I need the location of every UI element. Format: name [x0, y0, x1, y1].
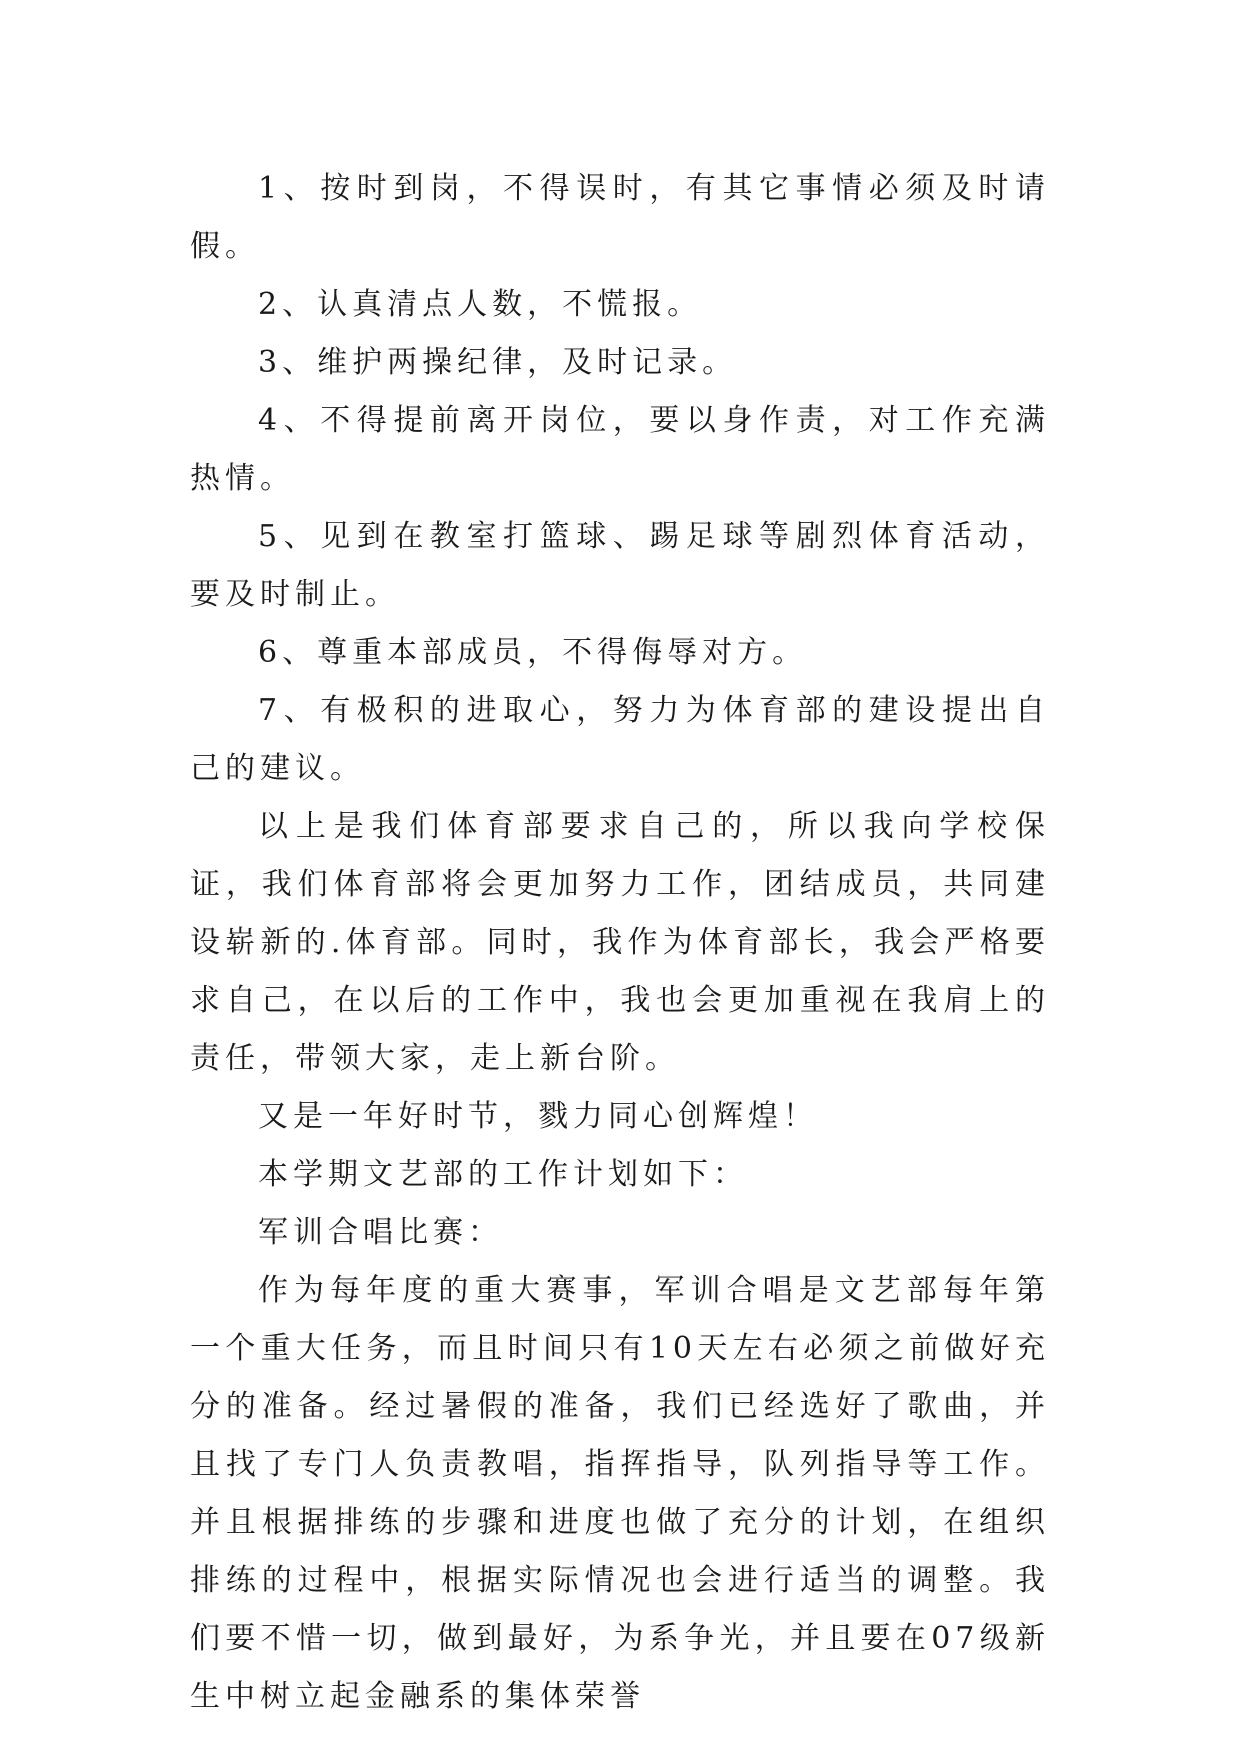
- paragraph-summary: 以上是我们体育部要求自己的，所以我向学校保证，我们体育部将会更加努力工作，团结成员，共同建设崭新的.体育部。同时，我作为体育部长，我会严格要求自己，在以后的工作中，我也会更加重视在我肩上的责任，带领大家，走上新台阶。: [190, 809, 1050, 1076]
- paragraph-rule-6: 6、尊重本部成员，不得侮辱对方。: [258, 635, 808, 670]
- paragraph-rule-5: 5、见到在教室打篮球、踢足球等剧烈体育活动，要及时制止。: [190, 519, 1050, 612]
- paragraph-rule-1: 1、按时到岗，不得误时，有其它事情必须及时请假。: [190, 171, 1050, 264]
- paragraph-rule-4: 4、不得提前离开岗位，要以身作责，对工作充满热情。: [190, 403, 1050, 496]
- section-heading-chorus: 军训合唱比赛：: [258, 1215, 503, 1250]
- paragraph-rule-3: 3、维护两操纪律，及时记录。: [258, 345, 738, 380]
- paragraph-rule-7: 7、有极积的进取心，努力为体育部的建设提出自己的建议。: [190, 693, 1050, 786]
- paragraph-plan-intro: 本学期文艺部的工作计划如下：: [258, 1157, 748, 1192]
- paragraph-chorus: 作为每年度的重大赛事，军训合唱是文艺部每年第一个重大任务，而且时间只有10天左右必须之前做好充分的准备。经过暑假的准备，我们已经选好了歌曲，并且找了专门人负责教唱，指挥指导，队列指导等工作。并且根据排练的步骤和进度也做了充分的计划，在组织排练的过程中，根据实际情况也会进行适当的调整。我们要不惜一切，做到最好，为系争光，并且要在07级新生中树立起金融系的集体荣誉: [190, 1273, 1050, 1714]
- document-body: [190, 160, 1050, 1726]
- paragraph-rule-2: 2、认真清点人数，不慌报。: [258, 287, 703, 322]
- paragraph-slogan: 又是一年好时节，戮力同心创辉煌！: [258, 1099, 818, 1134]
